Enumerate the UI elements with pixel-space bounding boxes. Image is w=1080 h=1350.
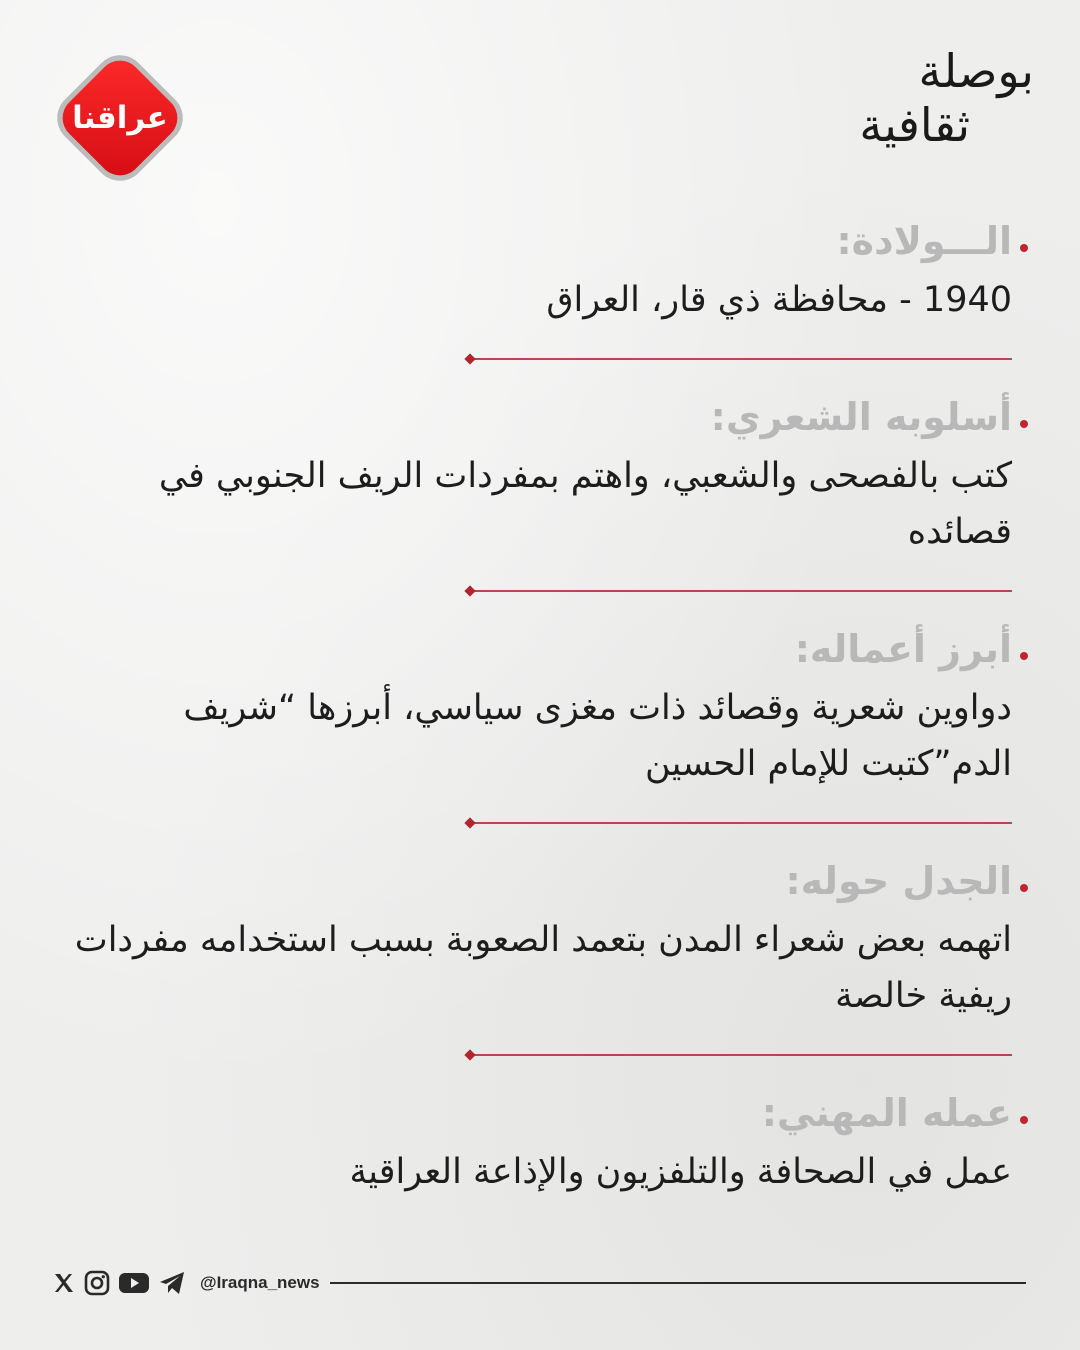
section-body: كتب بالفصحى والشعبي، واهتم بمفردات الريف الجنوبي في قصائده: [158, 456, 1012, 552]
bullet-icon: [1020, 1116, 1028, 1124]
bullet-icon: [1020, 884, 1028, 892]
program-title-line2: ثقافية: [859, 98, 970, 152]
section-divider: [470, 590, 1012, 592]
x-icon[interactable]: [52, 1271, 76, 1295]
section-heading-text: الـــولادة:: [836, 219, 1012, 263]
section-body: عمل في الصحافة والتلفزيون والإذاعة العراقية: [349, 1152, 1012, 1192]
section-body: اتهمه بعض شعراء المدن بتعمد الصعوبة بسبب استخدامه مفردات ريفية خالصة: [74, 920, 1012, 1016]
section-heading: [70, 212, 1012, 270]
section-heading-text: أبرز أعماله:: [794, 627, 1012, 671]
footer: [52, 1268, 1026, 1298]
bullet-icon: [1020, 420, 1028, 428]
section-birth: [70, 212, 1012, 328]
logo-text: عراقنا: [72, 100, 168, 136]
section-heading-text: أسلوبه الشعري:: [710, 395, 1012, 439]
youtube-icon[interactable]: [118, 1271, 150, 1295]
section-divider: [470, 1054, 1012, 1056]
section-heading-text: الجدل حوله:: [785, 859, 1012, 903]
section-body: 1940 - محافظة ذي قار، العراق: [546, 280, 1012, 320]
section-poetic-style: [70, 388, 1012, 560]
section-heading-text: عمله المهني:: [761, 1091, 1012, 1135]
bullet-icon: [1020, 652, 1028, 660]
section-notable-works: [70, 620, 1012, 792]
section-heading: [70, 1084, 1012, 1142]
section-divider: [470, 822, 1012, 824]
program-title: [834, 44, 1034, 174]
section-heading: [70, 852, 1012, 910]
footer-divider: [330, 1282, 1026, 1284]
section-divider: [470, 358, 1012, 360]
section-career: [70, 1084, 1012, 1200]
section-body: دواوين شعرية وقصائد ذات مغزى سياسي، أبرزها “شريف الدم”كتبت للإمام الحسين: [183, 688, 1012, 784]
info-sections: [70, 212, 1012, 1200]
bullet-icon: [1020, 244, 1028, 252]
iraqna-logo: [52, 50, 188, 186]
instagram-icon[interactable]: [84, 1270, 110, 1296]
section-heading: [70, 620, 1012, 678]
social-handle[interactable]: @Iraqna_news: [200, 1273, 320, 1292]
social-links: [52, 1270, 186, 1296]
section-controversy: [70, 852, 1012, 1024]
section-heading: [70, 388, 1012, 446]
program-title-line1: بوصلة: [918, 44, 1034, 98]
telegram-icon[interactable]: [158, 1270, 186, 1296]
